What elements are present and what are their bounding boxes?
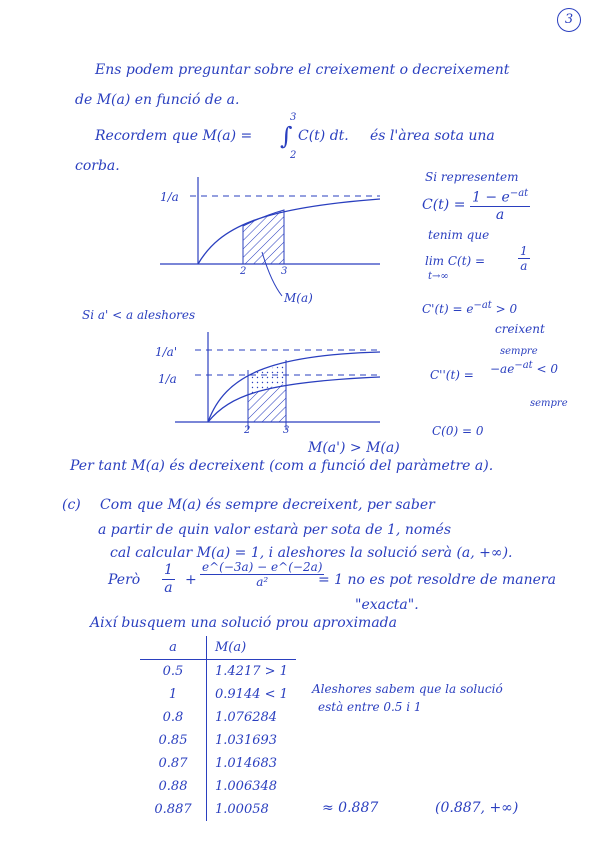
note-deriv2: C''(t) = [430, 368, 474, 382]
part-c-line-4-suffix: = 1 no es pot resoldre de manera [318, 572, 556, 588]
plus-sign: + [185, 572, 197, 588]
graph1-tick-3: 3 [281, 266, 288, 277]
graph2-y-label-bottom: 1/a [158, 372, 177, 386]
table-header-row [140, 636, 296, 660]
conclusion: Per tant M(a) és decreixent (com a funció del paràmetre a). [70, 458, 494, 474]
note-deriv2-fraction [490, 360, 558, 376]
one-over-a [162, 562, 175, 597]
note-c0: C(0) = 0 [432, 424, 484, 438]
table-row [140, 706, 296, 729]
cell-m: 1.076284 [215, 710, 278, 725]
integral-sign: ∫ [280, 122, 293, 150]
cell-a: 0.887 [140, 798, 207, 821]
deriv1-tail: > 0 [495, 302, 518, 316]
cell-m: 1.006348 [215, 779, 278, 794]
graph1-area-label: M(a) [284, 291, 313, 305]
table-row [140, 775, 296, 798]
exp-frac-num: e^(−3a) − e^(−2a) [202, 560, 323, 574]
part-c-line-2: a partir de quin valor estarà per sota de 1, només [98, 522, 452, 538]
part-c-line-5: "exacta". [355, 597, 419, 613]
recall-prefix: Recordem que M(a) = [95, 128, 253, 144]
c-den: a [495, 207, 505, 224]
note-si-representem: Si representem [425, 170, 519, 184]
table-row [140, 683, 296, 706]
cell-a: 0.8 [140, 706, 207, 729]
integrand: C(t) dt. [298, 128, 349, 144]
one-over-a-den: a [164, 579, 173, 596]
cell-m: 1.00058 [215, 802, 269, 817]
cell-m: 1.014683 [215, 756, 278, 771]
note-creixent: creixent [495, 322, 545, 336]
part-c-label: (c) [62, 497, 81, 513]
cell-m: 1.4217 > 1 [215, 664, 288, 679]
graph-2 [150, 330, 390, 440]
deriv1-base: C'(t) = e [422, 302, 474, 316]
graph2-y-label-top: 1/a' [155, 345, 178, 359]
deriv2-num-exp: −at [514, 360, 533, 371]
note-sempre-1: sempre [500, 346, 538, 357]
final-answer: (0.887, +∞) [435, 800, 519, 816]
table-row [140, 660, 296, 684]
note-sempre-2: sempre [530, 398, 568, 409]
table-row [140, 752, 296, 775]
integral-upper: 3 [290, 112, 297, 123]
cell-a: 0.87 [140, 752, 207, 775]
note-tenim: tenim que [428, 228, 490, 242]
lim-den: a [520, 259, 528, 274]
note-c-of-t: C(t) = [422, 197, 466, 213]
graph2-tick-2: 2 [244, 425, 251, 436]
values-table [140, 636, 296, 821]
part-c-line-4-prefix: Però [108, 572, 141, 588]
page-number: 3 [557, 8, 581, 32]
one-over-a-num: 1 [164, 562, 173, 578]
intro-line-1: Ens podem preguntar sobre el creixement o decreixement [95, 62, 510, 78]
deriv2-tail: < 0 [536, 362, 559, 376]
note-lim: lim C(t) = [425, 254, 486, 268]
cell-a: 1 [140, 683, 207, 706]
graph-1 [150, 172, 390, 302]
cell-a: 0.5 [140, 660, 207, 684]
note-lim-fraction [518, 244, 530, 274]
part-c-line-6: Així busquem una solució prou aproximada [90, 615, 397, 631]
recall-line-2: corba. [75, 158, 120, 174]
graph1-tick-2: 2 [240, 266, 247, 277]
graph2-tick-3: 3 [283, 425, 290, 436]
c-num: 1 − e [472, 189, 510, 206]
graph1-y-label: 1/a [160, 190, 179, 204]
note-c-fraction [470, 188, 530, 224]
header-a: a [140, 636, 207, 660]
graph2-intro: Si a' < a aleshores [82, 308, 196, 322]
table-row [140, 729, 296, 752]
c-num-exp: −at [509, 188, 529, 199]
note-lim-sub: t→∞ [428, 271, 449, 282]
deriv2-num: −ae [490, 362, 515, 376]
intro-line-2: de M(a) en funció de a. [75, 92, 240, 108]
cell-a: 0.85 [140, 729, 207, 752]
header-m: M(a) [207, 636, 296, 660]
part-c-line-3: cal calcular M(a) = 1, i aleshores la solució serà (a, +∞). [110, 545, 513, 561]
table-row [140, 798, 296, 821]
note-deriv1 [422, 300, 517, 316]
cell-a: 0.88 [140, 775, 207, 798]
deriv1-exp: −at [473, 300, 492, 311]
lim-num: 1 [520, 244, 528, 258]
part-c-line-1: Com que M(a) és sempre decreixent, per saber [100, 497, 435, 513]
table-note-1: Aleshores sabem que la solució [312, 682, 503, 696]
graph2-caption: M(a') > M(a) [308, 440, 400, 456]
cell-m: 0.9144 < 1 [215, 687, 288, 702]
exp-frac-den: a² [256, 575, 269, 590]
cell-m: 1.031693 [215, 733, 278, 748]
integral-lower: 2 [290, 150, 297, 161]
approx-value: ≈ 0.887 [322, 800, 379, 816]
exp-fraction [200, 560, 324, 590]
recall-suffix: és l'àrea sota una [370, 128, 495, 144]
table-note-2: està entre 0.5 i 1 [318, 700, 422, 714]
